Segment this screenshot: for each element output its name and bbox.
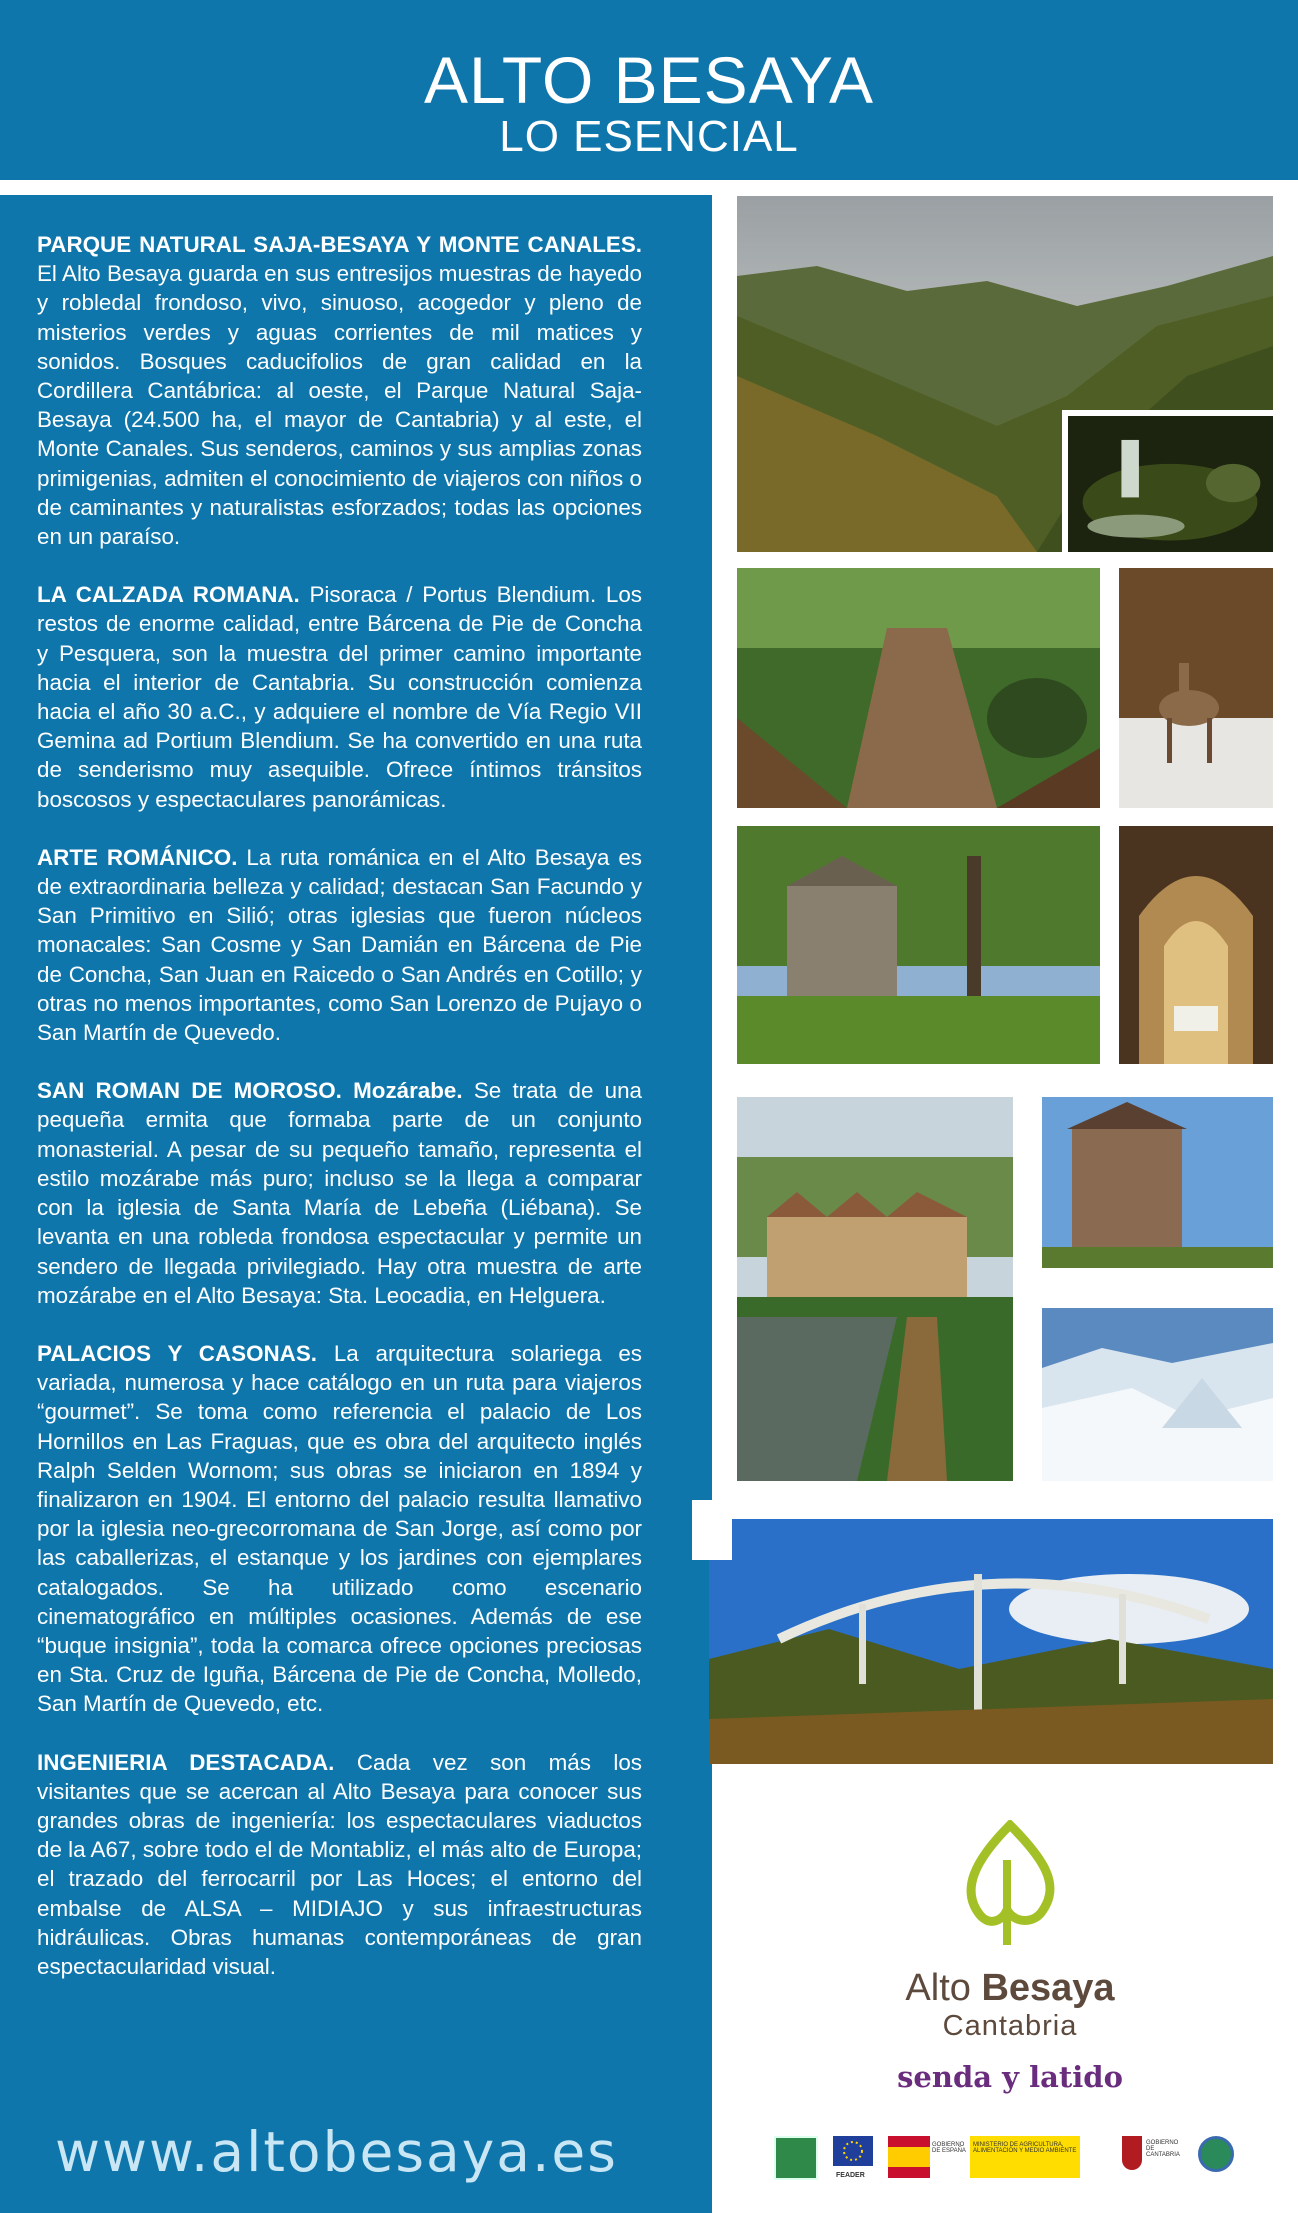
spain-government-label: GOBIERNO DE ESPAÑA <box>932 2142 966 2154</box>
eu-flag-icon <box>833 2136 873 2166</box>
layout-notch <box>692 1500 732 1560</box>
globe-logo <box>1198 2136 1234 2172</box>
photo-waterfall <box>1062 410 1273 552</box>
photo-roman-road <box>737 568 1100 808</box>
photo-deer <box>1119 568 1273 808</box>
header-banner <box>0 0 1298 180</box>
section-heading: ARTE ROMÁNICO. <box>37 844 238 870</box>
section-heading: PARQUE NATURAL SAJA-BESAYA Y MONTE CANALES. <box>37 232 642 257</box>
section-arte-romanico <box>37 843 642 1047</box>
feader-label: FEADER <box>836 2172 865 2179</box>
section-parque-natural <box>37 230 642 551</box>
brand-name: Alto Besaya <box>905 1967 1115 2009</box>
leaf-icon <box>955 1820 1065 1950</box>
photo-romanesque-church <box>737 826 1100 1064</box>
section-heading: SAN ROMAN DE MOROSO. <box>37 1078 342 1104</box>
page-title: ALTO BESAYA <box>424 43 874 117</box>
cantabria-label: GOBIERNO DE CANTABRIA <box>1146 2140 1180 2158</box>
alto-besaya-logo <box>855 1820 1165 2100</box>
section-calzada-romana <box>37 580 642 814</box>
section-body: La ruta románica en el Alto Besaya es de extraordinaria belleza y calidad; destacan San Facundo y San Primitivo en Silió; otras iglesias que fueron núcleos monacales: San Cosme y San Damián en Bárcena de Pie de Concha, San Juan en Raicedo o San Andrés en Cotillo; y otras no menos importantes, como San Lorenzo de Pujayo o San Martín de Quevedo. <box>37 844 642 1046</box>
spain-government-logo <box>888 2136 930 2178</box>
section-heading: PALACIOS Y CASONAS. <box>37 1340 317 1366</box>
brand-tagline: senda y latido <box>897 2060 1123 2094</box>
section-heading: LA CALZADA ROMANA. <box>37 582 300 608</box>
cantabria-shield-icon <box>1122 2136 1142 2170</box>
section-body: Se trata de una pequeña ermita que formaba parte de un conjunto monasterial. A pesar de su pequeño tamaño, representa el estilo mozárabe más puro; incluso se la llega a comparar con la iglesia de Santa María de Lebeña (Liébana). Se levanta en una robleda frondosa espectacular y permite un sendero de llegada privilegiado. Hay otra muestra de arte mozárabe en el Alto Besaya: Sta. Leocadia, en Helguera. <box>37 1078 642 1308</box>
photo-snowy-landscape <box>1042 1308 1273 1481</box>
section-ingenieria <box>37 1748 642 1982</box>
section-san-roman <box>37 1076 642 1310</box>
brand-region: Cantabria <box>942 2010 1078 2042</box>
section-palacios <box>37 1339 642 1719</box>
photo-viaduct <box>709 1519 1273 1764</box>
section-body: Pisoraca / Portus Blendium. Los restos de enorme calidad, entre Bárcena de Pie de Concha y Pesquera, son la muestra del primer camino importante hacia el interior de Cantabria. Su construcción comienza hacia el año 30 a.C., y adquiere el nombre de Vía Regio VII Gemina ad Portium Blendium. Se ha convertido en una ruta de senderismo muy asequible. Ofrece íntimos tránsitos boscosos y espectaculares panorámicas. <box>37 582 642 812</box>
sponsor-logos <box>770 2136 1240 2186</box>
photo-stone-tower <box>1042 1097 1273 1268</box>
article-body <box>37 230 642 2010</box>
section-body: Cada vez son más los visitantes que se acercan al Alto Besaya para conocer sus grandes obras de ingeniería: los espectaculares viaductos de la A67, sobre todo el de Montabliz, el más alto de Europa; el trazado del ferrocarril por Las Hoces; el entorno del embalse de ALSA – MIDIAJO y sus infraestructuras hidráulicas. Obras humanas contemporáneas de gran espectacularidad visual. <box>37 1749 643 1979</box>
leader-logo <box>774 2136 818 2180</box>
photo-church-interior <box>1119 826 1273 1064</box>
page-subtitle: LO ESENCIAL <box>499 112 799 161</box>
section-body: La arquitectura solariega es variada, numerosa y hace catálogo en un ruta para viajeros “gourmet”. Se toma como referencia el palacio de Los Hornillos en Las Fraguas, que es obra del arquitecto inglés Ralph Selden Wornom; sus obras se iniciaron en 1894 y finalizaron en 1904. El entorno del palacio resulta llamativo por la iglesia neo-grecorromana de San Jorge, así como por las caballerizas, el estanque y los jardines con ejemplares catalogados. Se ha utilizado como escenario cinematográfico en múltiples ocasiones. Además de ese “buque insignia”, toda la comarca ofrece opciones preciosas en Sta. Cruz de Iguña, Bárcena de Pie de Concha, Molledo, San Martín de Quevedo, etc. <box>37 1340 642 1717</box>
section-heading: INGENIERIA DESTACADA. <box>37 1749 335 1775</box>
website-url[interactable]: www.altobesaya.es <box>55 2120 618 2184</box>
section-subheading: Mozárabe. <box>353 1078 463 1104</box>
ministry-label: MINISTERIO DE AGRICULTURA, ALIMENTACIÓN Y MEDIO AMBIENTE <box>973 2142 1077 2154</box>
photo-palace-garden <box>737 1097 1013 1481</box>
section-body: El Alto Besaya guarda en sus entresijos muestras de hayedo y robledal frondoso, vivo, sinuoso, acogedor y pleno de misterios verdes y aguas corrientes de mil matices y sonidos. Bosques caducifolios de gran calidad en la Cordillera Cantábrica: al oeste, el Parque Natural Saja-Besaya (24.500 ha, el mayor de Cantabria) y al este, el Monte Canales. Sus senderos, caminos y sus amplias zonas primigenias, admiten el conocimiento de viajeros con niños o de caminantes y naturalistas esforzados; todas las opciones en un paraíso. <box>37 261 642 550</box>
